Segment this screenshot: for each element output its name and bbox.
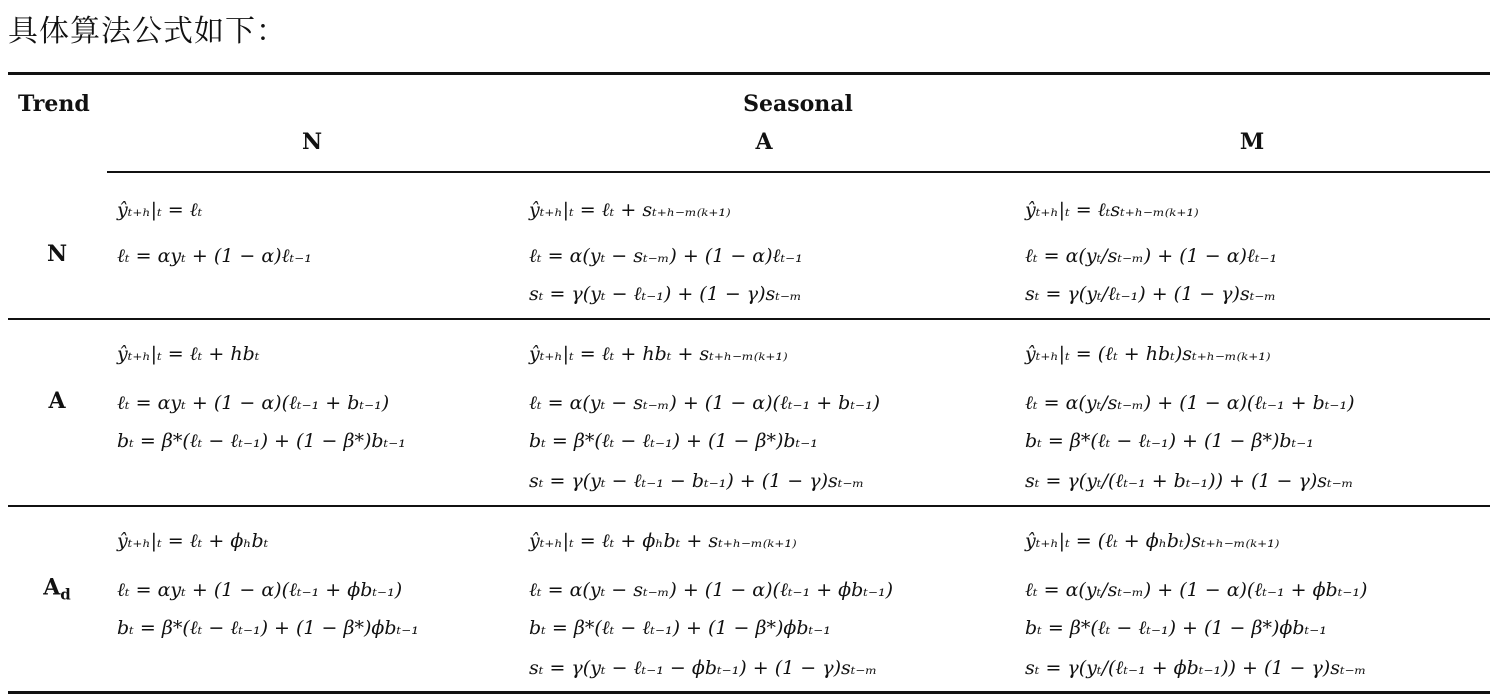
formula-forecast: ŷₜ₊ₕ|ₜ = ℓₜ + ϕₕbₜ + sₜ₊ₕ₋ₘ₍ₖ₊₁₎ [529,530,797,552]
formula-level: ℓₜ = α(yₜ/sₜ₋ₘ) + (1 − α)(ℓₜ₋₁ + ϕbₜ₋₁) [1025,579,1368,601]
formula-trend: bₜ = β*(ℓₜ − ℓₜ₋₁) + (1 − β*)bₜ₋₁ [117,430,406,452]
formula-season: sₜ = γ(yₜ/ℓₜ₋₁) + (1 − γ)sₜ₋ₘ [1025,283,1277,305]
formula-trend: bₜ = β*(ℓₜ − ℓₜ₋₁) + (1 − β*)bₜ₋₁ [529,430,818,452]
formula-level: ℓₜ = αyₜ + (1 − α)(ℓₜ₋₁ + ϕbₜ₋₁) [117,579,403,601]
formula-forecast: ŷₜ₊ₕ|ₜ = ℓₜsₜ₊ₕ₋ₘ₍ₖ₊₁₎ [1025,199,1199,221]
formula-level: ℓₜ = α(yₜ/sₜ₋ₘ) + (1 − α)ℓₜ₋₁ [1025,245,1278,267]
table-top-rule [8,72,1490,75]
formula-forecast: ŷₜ₊ₕ|ₜ = ℓₜ [117,199,203,221]
trend-row-label-text: N [46,241,68,267]
formula-season: sₜ = γ(yₜ/(ℓₜ₋₁ + ϕbₜ₋₁)) + (1 − γ)sₜ₋ₘ [1025,657,1367,679]
trend-row-label-a [48,388,65,414]
trend-row-label-text: A [48,388,66,414]
formula-level: ℓₜ = α(yₜ − sₜ₋ₘ) + (1 − α)(ℓₜ₋₁ + bₜ₋₁) [529,392,881,414]
trend-row-label-n [47,241,67,267]
formula-trend: bₜ = β*(ℓₜ − ℓₜ₋₁) + (1 − β*)ϕbₜ₋₁ [117,617,419,639]
trend-header: Trend [18,91,90,117]
row-divider [8,505,1490,507]
formula-level: ℓₜ = α(yₜ − sₜ₋ₘ) + (1 − α)ℓₜ₋₁ [529,245,803,267]
formula-season: sₜ = γ(yₜ − ℓₜ₋₁) + (1 − γ)sₜ₋ₘ [529,283,802,305]
formula-season: sₜ = γ(yₜ/(ℓₜ₋₁ + bₜ₋₁)) + (1 − γ)sₜ₋ₘ [1025,470,1354,492]
formula-forecast: ŷₜ₊ₕ|ₜ = (ℓₜ + ϕₕbₜ)sₜ₊ₕ₋ₘ₍ₖ₊₁₎ [1025,530,1280,552]
formula-forecast: ŷₜ₊ₕ|ₜ = ℓₜ + hbₜ + sₜ₊ₕ₋ₘ₍ₖ₊₁₎ [529,343,788,365]
formula-forecast: ŷₜ₊ₕ|ₜ = ℓₜ + ϕₕbₜ [117,530,269,552]
table-bottom-rule [8,691,1490,694]
page-heading: 具体算法公式如下： [8,14,287,49]
seasonal-col-header-a: A [755,129,773,155]
seasonal-header: Seasonal [743,91,853,117]
formula-level: ℓₜ = αyₜ + (1 − α)(ℓₜ₋₁ + bₜ₋₁) [117,392,390,414]
formula-forecast: ŷₜ₊ₕ|ₜ = ℓₜ + hbₜ [117,343,260,365]
formula-level: ℓₜ = α(yₜ − sₜ₋ₘ) + (1 − α)(ℓₜ₋₁ + ϕbₜ₋₁) [529,579,894,601]
seasonal-col-header-n: N [301,129,323,155]
formula-season: sₜ = γ(yₜ − ℓₜ₋₁ − ϕbₜ₋₁) + (1 − γ)sₜ₋ₘ [529,657,878,679]
formula-forecast: ŷₜ₊ₕ|ₜ = (ℓₜ + hbₜ)sₜ₊ₕ₋ₘ₍ₖ₊₁₎ [1025,343,1271,365]
trend-row-label-subscript: d [60,585,71,604]
formula-trend: bₜ = β*(ℓₜ − ℓₜ₋₁) + (1 − β*)ϕbₜ₋₁ [1025,617,1327,639]
formula-level: ℓₜ = α(yₜ/sₜ₋ₘ) + (1 − α)(ℓₜ₋₁ + bₜ₋₁) [1025,392,1355,414]
formula-trend: bₜ = β*(ℓₜ − ℓₜ₋₁) + (1 − β*)bₜ₋₁ [1025,430,1314,452]
trend-row-label-text: A [43,574,61,601]
formula-level: ℓₜ = αyₜ + (1 − α)ℓₜ₋₁ [117,245,312,267]
row-divider [8,318,1490,320]
seasonal-header-rule [107,171,1490,173]
formula-forecast: ŷₜ₊ₕ|ₜ = ℓₜ + sₜ₊ₕ₋ₘ₍ₖ₊₁₎ [529,199,731,221]
formula-trend: bₜ = β*(ℓₜ − ℓₜ₋₁) + (1 − β*)ϕbₜ₋₁ [529,617,831,639]
trend-row-label-ad [43,575,71,604]
seasonal-col-header-m: M [1239,129,1265,155]
formula-season: sₜ = γ(yₜ − ℓₜ₋₁ − bₜ₋₁) + (1 − γ)sₜ₋ₘ [529,470,865,492]
